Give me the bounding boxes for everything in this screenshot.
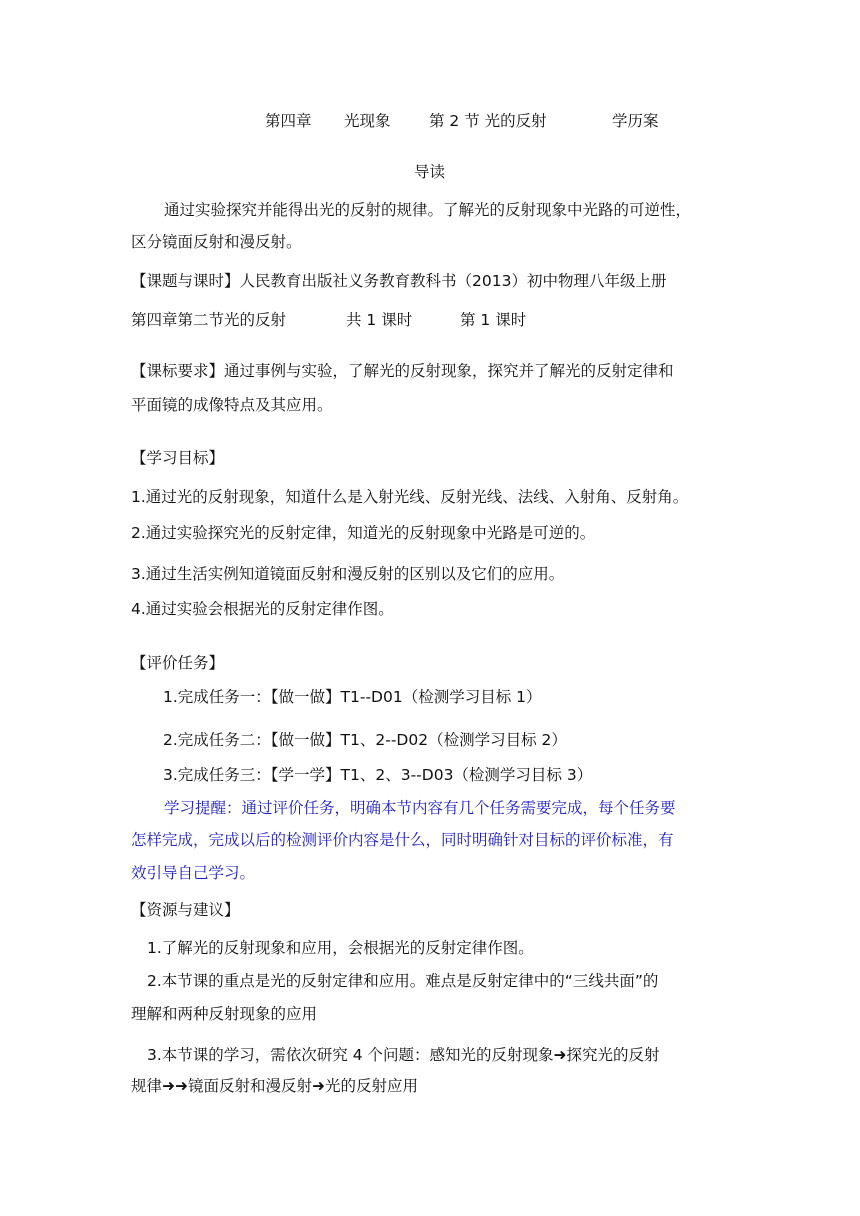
kebiao-line: 【课标要求】通过事例与实验，了解光的反射现象，探究并了解光的反射定律和 <box>131 362 674 380</box>
mubiao-heading: 【学习目标】 <box>131 449 225 467</box>
topic-label: 光现象 <box>344 112 391 130</box>
keti-current-period: 第 1 课时 <box>460 311 527 329</box>
daodu-paragraph-line: 区分镜面反射和漫反射。 <box>131 233 302 251</box>
study-tip-line: 学习提醒：通过评价任务，明确本节内容有几个任务需要完成，每个任务要 <box>164 799 676 817</box>
keti-chapter-title: 第四章第二节光的反射 <box>131 311 287 329</box>
ziyuan-item: 2.本节课的重点是光的反射定律和应用。难点是反射定律中的“三线共面”的 <box>147 972 659 990</box>
ziyuan-item-cont: 理解和两种反射现象的应用 <box>131 1005 318 1023</box>
chapter-label: 第四章 <box>265 112 312 130</box>
renwu-item: 2.完成任务二：【做一做】T1、2--D02（检测学习目标 2） <box>163 731 567 749</box>
study-tip-line: 效引导自己学习。 <box>131 864 256 882</box>
doc-type-label: 学历案 <box>612 112 659 130</box>
renwu-heading: 【评价任务】 <box>131 654 225 672</box>
keti-total-periods: 共 1 课时 <box>346 311 413 329</box>
daodu-paragraph-line: 通过实验探究并能得出光的反射的规律。了解光的反射现象中光路的可逆性， <box>164 201 692 219</box>
mubiao-item: 2.通过实验探究光的反射定律，知道光的反射现象中光路是可逆的。 <box>131 524 596 542</box>
keti-line: 【课题与课时】人民教育出版社义务教育教科书（2013）初中物理八年级上册 <box>131 272 667 290</box>
renwu-item: 1.完成任务一：【做一做】T1--D01（检测学习目标 1） <box>163 688 542 706</box>
mubiao-item: 4.通过实验会根据光的反射定律作图。 <box>131 600 394 618</box>
mubiao-item: 3.通过生活实例知道镜面反射和漫反射的区别以及它们的应用。 <box>131 565 565 583</box>
ziyuan-item: 1.了解光的反射现象和应用，会根据光的反射定律作图。 <box>147 939 534 957</box>
section-title: 第 2 节 光的反射 <box>429 112 547 130</box>
renwu-item: 3.完成任务三：【学一学】T1、2、3--D03（检测学习目标 3） <box>163 766 593 784</box>
study-tip-line: 怎样完成，完成以后的检测评价内容是什么，同时明确针对目标的评价标准，有 <box>131 831 674 849</box>
ziyuan-heading: 【资源与建议】 <box>131 901 240 919</box>
daodu-heading: 导读 <box>414 163 446 181</box>
mubiao-item: 1.通过光的反射现象，知道什么是入射光线、反射光线、法线、入射角、反射角。 <box>131 488 689 506</box>
kebiao-line: 平面镜的成像特点及其应用。 <box>131 396 333 414</box>
ziyuan-item-cont: 规律➜➜镜面反射和漫反射➜光的反射应用 <box>131 1077 418 1095</box>
ziyuan-item: 3.本节课的学习，需依次研究 4 个问题：感知光的反射现象➜探究光的反射 <box>147 1046 660 1064</box>
